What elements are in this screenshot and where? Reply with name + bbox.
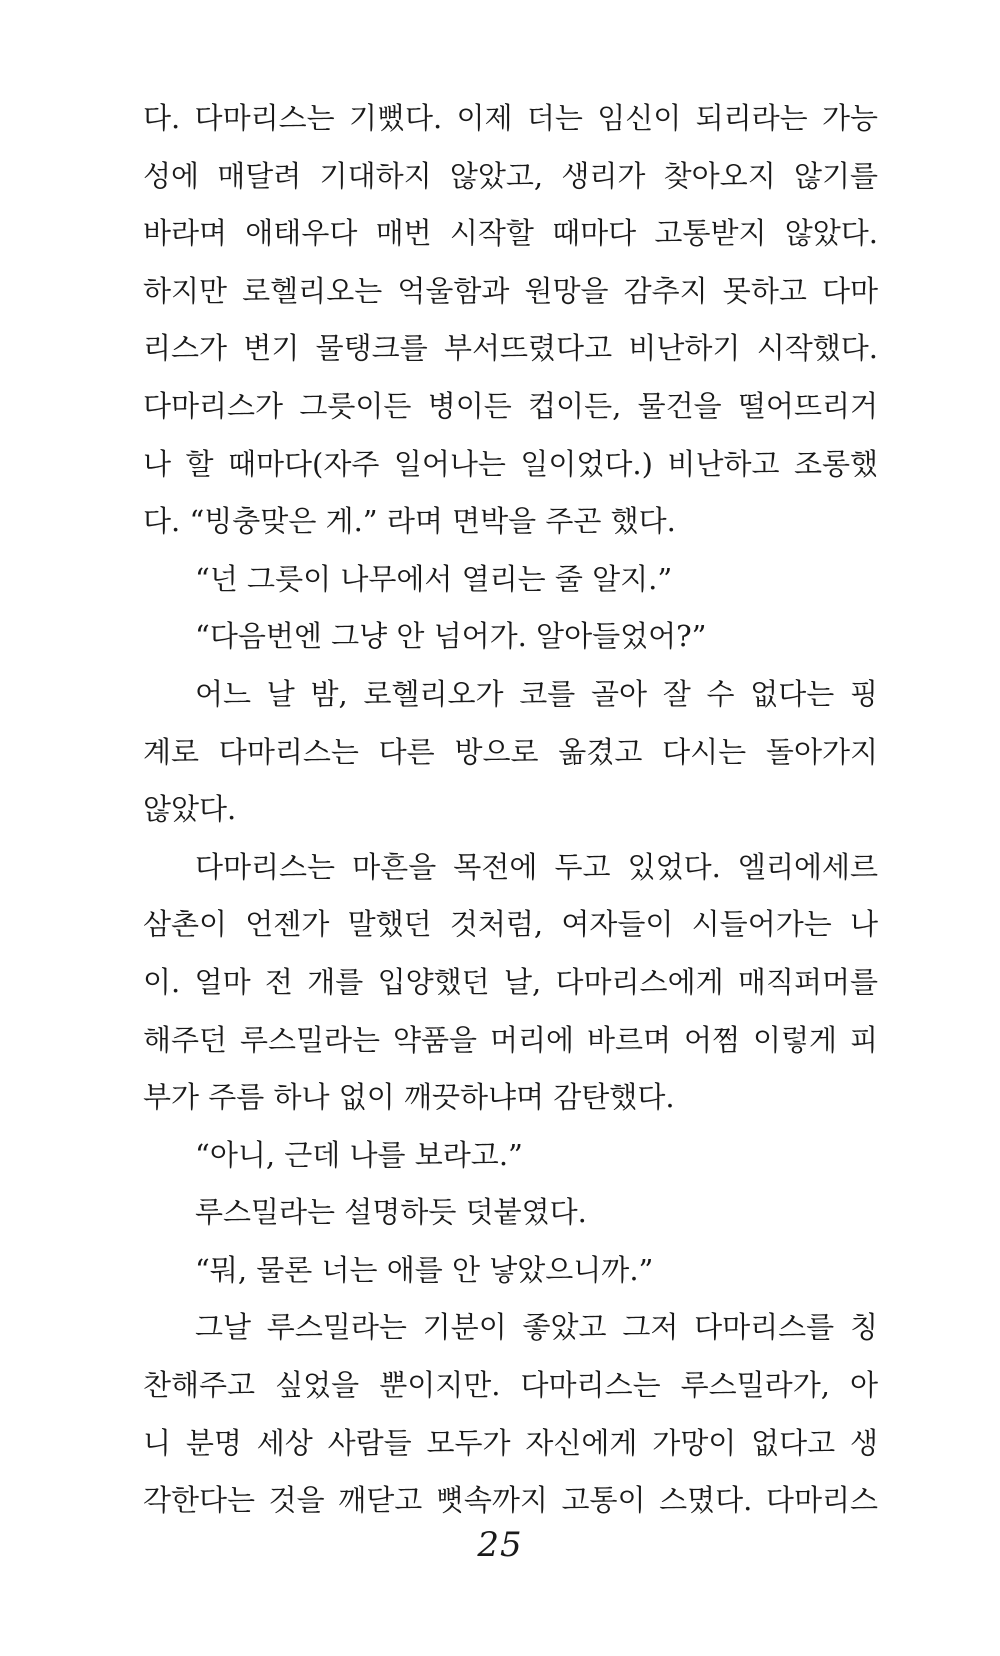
text-line-11: 어느 날 밤, 로헬리오가 코를 골아 잘 수 없다는 핑 [195, 676, 878, 711]
text-line-17: 해주던 루스밀라는 약품을 머리에 바르며 어쩜 이렇게 피 [143, 1022, 878, 1057]
text-line-19: “아니, 근데 나를 보라고.” [195, 1137, 523, 1172]
text-line-7: 나 할 때마다(자주 일어나는 일이었다.) 비난하고 조롱했 [143, 446, 878, 481]
text-line-3: 바라며 애태우다 매번 시작할 때마다 고통받지 않았다. [143, 216, 878, 251]
text-line-15: 삼촌이 언젠가 말했던 것처럼, 여자들이 시들어가는 나 [143, 907, 878, 942]
text-line-2: 성에 매달려 기대하지 않았고, 생리가 찾아오지 않기를 [143, 158, 878, 193]
text-line-14: 다마리스는 마흔을 목전에 두고 있었다. 엘리에세르 [195, 849, 878, 884]
text-line-16: 이. 얼마 전 개를 입양했던 날, 다마리스에게 매직퍼머를 [143, 964, 878, 999]
page-number: 25 [477, 1525, 523, 1565]
text-line-25: 각한다는 것을 깨닫고 뼛속까지 고통이 스몄다. 다마리스 [143, 1483, 878, 1518]
text-line-6: 다마리스가 그릇이든 병이든 컵이든, 물건을 떨어뜨리거 [143, 388, 878, 423]
text-line-18: 부가 주름 하나 없이 깨끗하냐며 감탄했다. [143, 1080, 675, 1115]
text-line-1: 다. 다마리스는 기뻤다. 이제 더는 임신이 되리라는 가능 [143, 101, 878, 135]
text-line-24: 니 분명 세상 사람들 모두가 자신에게 가망이 없다고 생 [143, 1425, 878, 1460]
book-page-text [143, 90, 878, 1530]
text-line-8: 다. “빙충맞은 게.” 라며 면박을 주곤 했다. [143, 504, 676, 539]
text-line-12: 계로 다마리스는 다른 방으로 옮겼고 다시는 돌아가지 [143, 734, 878, 769]
text-line-20: 루스밀라는 설명하듯 덧붙였다. [195, 1195, 587, 1230]
text-line-9: “넌 그릇이 나무에서 열리는 줄 알지.” [195, 561, 673, 596]
text-line-5: 리스가 변기 물탱크를 부서뜨렸다고 비난하기 시작했다. [143, 331, 878, 366]
text-line-21: “뭐, 물론 너는 애를 안 낳았으니까.” [195, 1252, 654, 1287]
text-line-13: 않았다. [143, 792, 237, 827]
text-line-22: 그날 루스밀라는 기분이 좋았고 그저 다마리스를 칭 [195, 1310, 878, 1345]
text-line-4: 하지만 로헬리오는 억울함과 원망을 감추지 못하고 다마 [143, 273, 878, 308]
text-line-23: 찬해주고 싶었을 뿐이지만. 다마리스는 루스밀라가, 아 [143, 1368, 878, 1403]
text-line-10: “다음번엔 그냥 안 넘어가. 알아들었어?” [195, 619, 707, 654]
